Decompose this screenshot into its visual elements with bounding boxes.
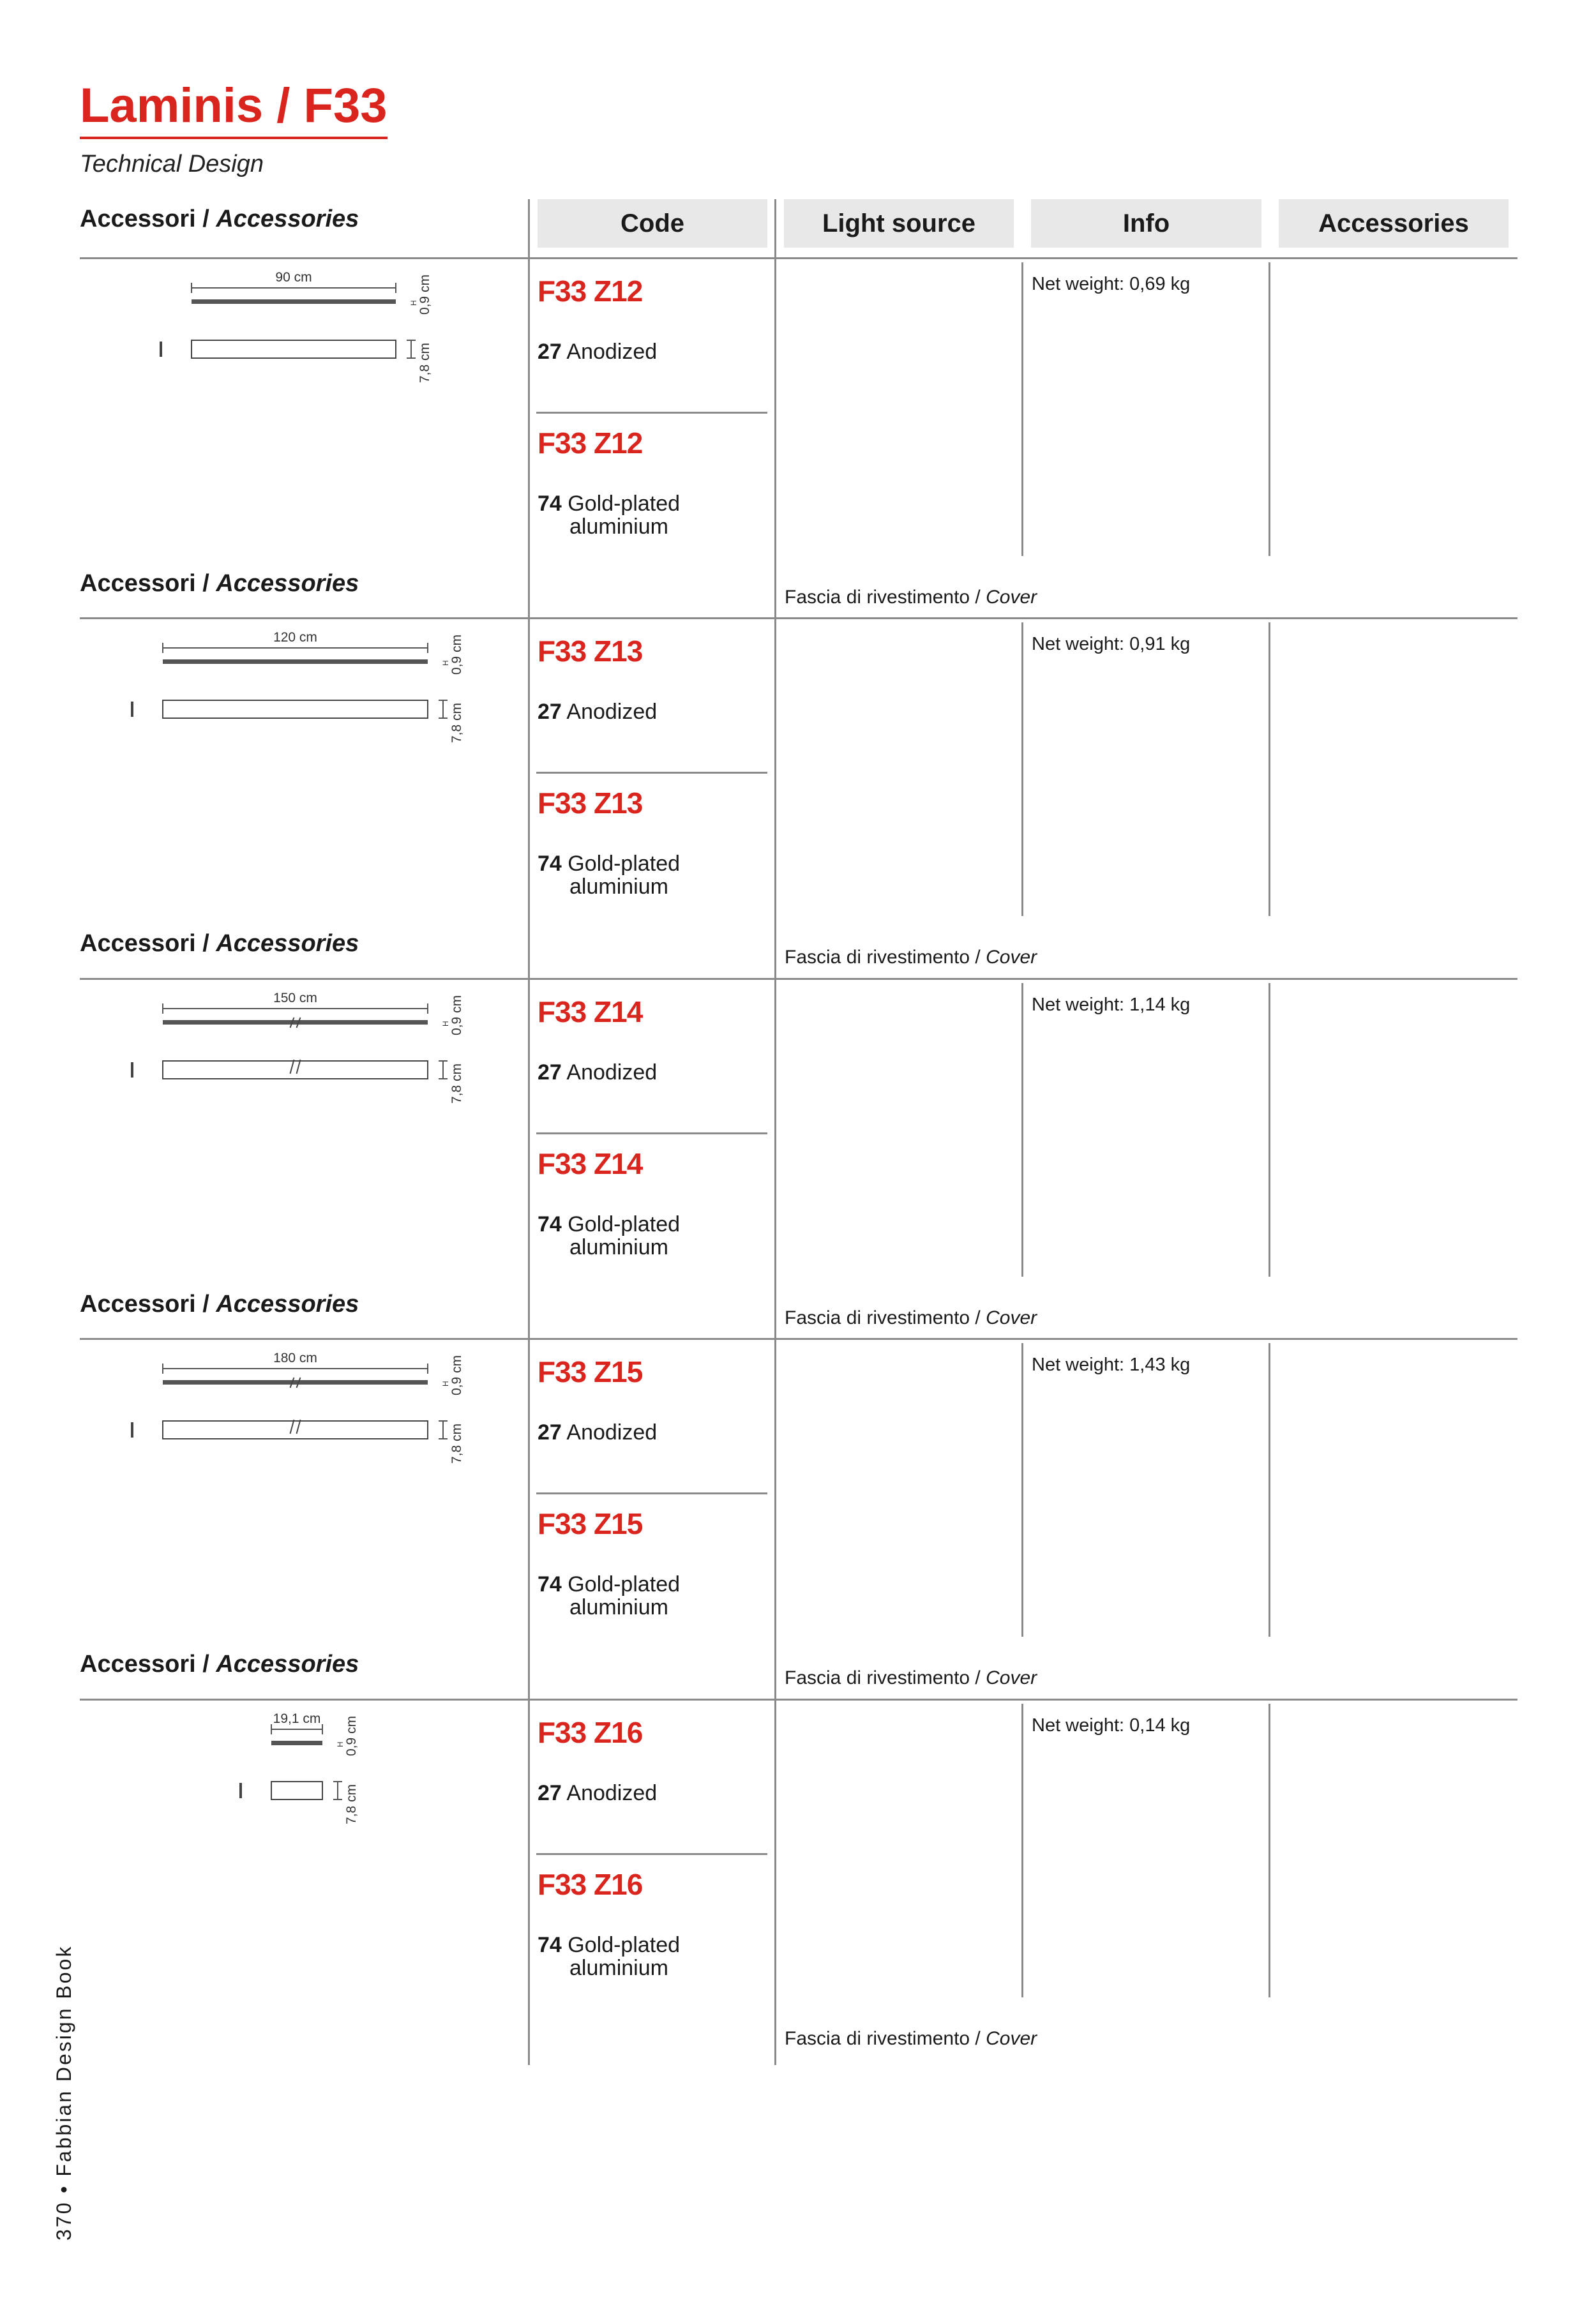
- cover-label: [785, 2028, 1037, 2050]
- header-accessories: Accessories: [1279, 199, 1509, 248]
- product-code: F33 Z16: [538, 1716, 643, 1749]
- finish: [538, 852, 680, 898]
- technical-drawing: [192, 271, 466, 386]
- height-dim-label: 0,9 cm: [418, 274, 432, 315]
- header-info: Info: [1031, 199, 1261, 248]
- accessories-heading-it: Accessori /: [80, 206, 216, 232]
- cover-label-it: Fascia di rivestimento /: [785, 587, 986, 608]
- net-weight-value: 1,43 kg: [1129, 1355, 1191, 1375]
- cover-label-en: Cover: [986, 587, 1037, 608]
- product-section: [0, 1338, 1596, 1699]
- product-code: F33 Z13: [538, 635, 643, 668]
- finish-number: 27: [538, 1060, 562, 1085]
- net-weight: [1032, 1715, 1190, 1736]
- accessories-label: [80, 570, 359, 597]
- accessories-label: [80, 930, 359, 958]
- height-mark: H: [409, 300, 418, 306]
- finish: [538, 1061, 657, 1084]
- page-subtitle: Technical Design: [80, 151, 264, 177]
- net-weight-value: 1,14 kg: [1129, 995, 1191, 1015]
- profile-drawing: [271, 1713, 393, 1824]
- accessories-label: [80, 1291, 359, 1318]
- depth-dim-label: 7,8 cm: [449, 1423, 464, 1464]
- height-dim-label: 0,9 cm: [449, 995, 464, 1035]
- variant-separator: [536, 1853, 767, 1855]
- finish: [538, 1782, 657, 1805]
- column-divider-info-left: [1021, 622, 1023, 916]
- net-weight-value: 0,91 kg: [1129, 634, 1191, 654]
- variant-separator: [536, 412, 767, 414]
- net-weight-prefix: Net weight:: [1032, 995, 1130, 1015]
- finish-number: 27: [538, 700, 562, 724]
- finish-number: 27: [538, 1781, 562, 1805]
- finish-number: 74: [538, 852, 562, 876]
- length-label: 180 cm: [273, 1351, 317, 1365]
- column-divider-info-left: [1021, 262, 1023, 556]
- cover-label-it: Fascia di rivestimento /: [785, 2028, 986, 2049]
- accessories-heading: [80, 206, 359, 233]
- depth-dim-label: 7,8 cm: [418, 342, 432, 383]
- product-section: [0, 978, 1596, 1339]
- net-weight-value: 0,14 kg: [1129, 1715, 1191, 1736]
- finish-number: 74: [538, 492, 562, 516]
- finish-name-continued: aluminium: [569, 1235, 668, 1259]
- net-weight: [1032, 995, 1190, 1016]
- height-mark: H: [336, 1741, 345, 1747]
- cover-label-en: Cover: [986, 1667, 1037, 1688]
- cover-label-it: Fascia di rivestimento /: [785, 1667, 986, 1688]
- section-divider: [80, 1338, 1517, 1340]
- length-label: 90 cm: [275, 270, 312, 285]
- height-dim-label: 0,9 cm: [449, 1355, 464, 1395]
- cover-label: [785, 947, 1037, 968]
- height-mark: H: [441, 660, 450, 666]
- technical-drawing: [271, 1713, 393, 1828]
- accessories-label-en: Accessories: [216, 930, 359, 957]
- column-divider-info-left: [1021, 1704, 1023, 1997]
- finish-number: 74: [538, 1933, 562, 1957]
- technical-drawing: [163, 631, 498, 746]
- depth-dim-label: 7,8 cm: [449, 702, 464, 743]
- finish-number: 74: [538, 1572, 562, 1597]
- accessories-label-it: Accessori /: [80, 570, 216, 597]
- depth-dim-label: 7,8 cm: [449, 1063, 464, 1104]
- profile-side-bar: [192, 299, 396, 304]
- cover-label-it: Fascia di rivestimento /: [785, 1307, 986, 1328]
- product-section: [0, 257, 1596, 618]
- page-footer: 370 • Fabbian Design Book: [52, 1944, 75, 2241]
- finish-name: Gold-plated: [568, 1572, 681, 1597]
- finish: [538, 1421, 657, 1444]
- product-code: F33 Z12: [538, 274, 643, 308]
- finish-name: Anodized: [566, 1060, 658, 1085]
- profile-drawing: [163, 992, 498, 1104]
- finish-name-continued: aluminium: [569, 1595, 668, 1619]
- height-dim-label: 0,9 cm: [449, 634, 464, 675]
- product-code: F33 Z12: [538, 426, 643, 460]
- accessories-label-en: Accessories: [216, 570, 359, 597]
- finish-name: Anodized: [566, 1781, 658, 1805]
- technical-drawing: [163, 992, 498, 1107]
- finish: [538, 1934, 680, 1980]
- net-weight-value: 0,69 kg: [1129, 274, 1191, 294]
- cover-label: [785, 1667, 1037, 1689]
- column-divider-info-left: [1021, 1343, 1023, 1637]
- accessories-label-it: Accessori /: [80, 1291, 216, 1318]
- profile-drawing: [163, 1352, 498, 1464]
- net-weight: [1032, 274, 1190, 295]
- cover-label-en: Cover: [986, 1307, 1037, 1328]
- net-weight-prefix: Net weight:: [1032, 1715, 1130, 1736]
- profile-front-view: [163, 1061, 428, 1079]
- column-divider-info-left: [1021, 983, 1023, 1277]
- section-divider: [80, 257, 1517, 259]
- finish-name: Gold-plated: [568, 1212, 681, 1236]
- depth-dim-label: 7,8 cm: [344, 1784, 359, 1824]
- profile-side-bar: [163, 1380, 428, 1385]
- column-divider-info-right: [1269, 1704, 1270, 1997]
- header-code: Code: [538, 199, 767, 248]
- profile-front-view: [271, 1782, 322, 1799]
- cover-label-it: Fascia di rivestimento /: [785, 947, 986, 968]
- profile-drawing: [163, 631, 498, 743]
- column-divider-info-right: [1269, 983, 1270, 1277]
- product-code: F33 Z15: [538, 1355, 643, 1388]
- net-weight-prefix: Net weight:: [1032, 274, 1130, 294]
- page-title: Laminis / F33: [80, 82, 388, 139]
- finish-name: Gold-plated: [568, 492, 681, 516]
- length-label: 120 cm: [273, 630, 317, 645]
- profile-side-bar: [271, 1741, 322, 1745]
- finish-name: Anodized: [566, 340, 658, 364]
- length-label: 19,1 cm: [273, 1711, 321, 1726]
- finish-name-continued: aluminium: [569, 515, 668, 539]
- profile-side-bar: [163, 1020, 428, 1025]
- height-dim-label: 0,9 cm: [344, 1715, 359, 1756]
- finish-number: 27: [538, 340, 562, 364]
- net-weight-prefix: Net weight:: [1032, 1355, 1130, 1375]
- variant-separator: [536, 1132, 767, 1134]
- variant-separator: [536, 772, 767, 774]
- profile-front-view: [192, 340, 396, 358]
- finish-name: Gold-plated: [568, 852, 681, 876]
- technical-drawing: [163, 1352, 498, 1467]
- finish: [538, 1213, 680, 1259]
- product-code: F33 Z16: [538, 1868, 643, 1901]
- finish: [538, 1573, 680, 1619]
- accessories-label-it: Accessori /: [80, 930, 216, 957]
- finish-name: Gold-plated: [568, 1933, 681, 1957]
- net-weight: [1032, 1355, 1190, 1376]
- product-section: [0, 617, 1596, 978]
- accessories-label-en: Accessories: [216, 1291, 359, 1318]
- accessories-label-it: Accessori /: [80, 1651, 216, 1678]
- finish-name: Anodized: [566, 700, 658, 724]
- accessories-heading-en: Accessories: [216, 206, 359, 232]
- column-divider-info-right: [1269, 1343, 1270, 1637]
- product-section: [0, 1699, 1596, 2059]
- section-divider: [80, 617, 1517, 619]
- accessories-label: [80, 1651, 359, 1678]
- net-weight-prefix: Net weight:: [1032, 634, 1130, 654]
- finish: [538, 340, 657, 363]
- profile-side-bar: [163, 659, 428, 664]
- cover-label-en: Cover: [986, 947, 1037, 968]
- variant-separator: [536, 1492, 767, 1494]
- net-weight: [1032, 634, 1190, 655]
- finish-name-continued: aluminium: [569, 1956, 668, 1980]
- profile-front-view: [163, 1421, 428, 1439]
- cover-label: [785, 587, 1037, 608]
- cover-label: [785, 1307, 1037, 1329]
- finish-number: 27: [538, 1420, 562, 1445]
- length-label: 150 cm: [273, 991, 317, 1005]
- accessories-label-en: Accessories: [216, 1651, 359, 1678]
- product-code: F33 Z13: [538, 786, 643, 820]
- product-code: F33 Z14: [538, 995, 643, 1028]
- height-mark: H: [441, 1021, 450, 1026]
- column-divider-info-right: [1269, 262, 1270, 556]
- finish-name: Anodized: [566, 1420, 658, 1445]
- height-mark: H: [441, 1381, 450, 1386]
- cover-label-en: Cover: [986, 2028, 1037, 2049]
- section-divider: [80, 978, 1517, 980]
- product-code: F33 Z15: [538, 1507, 643, 1540]
- finish-name-continued: aluminium: [569, 875, 668, 899]
- section-divider: [80, 1699, 1517, 1701]
- profile-front-view: [163, 700, 428, 718]
- finish: [538, 492, 680, 538]
- product-code: F33 Z14: [538, 1147, 643, 1180]
- profile-drawing: [192, 271, 466, 383]
- column-divider-info-right: [1269, 622, 1270, 916]
- header-light-source: Light source: [784, 199, 1014, 248]
- finish-number: 74: [538, 1212, 562, 1236]
- finish: [538, 700, 657, 723]
